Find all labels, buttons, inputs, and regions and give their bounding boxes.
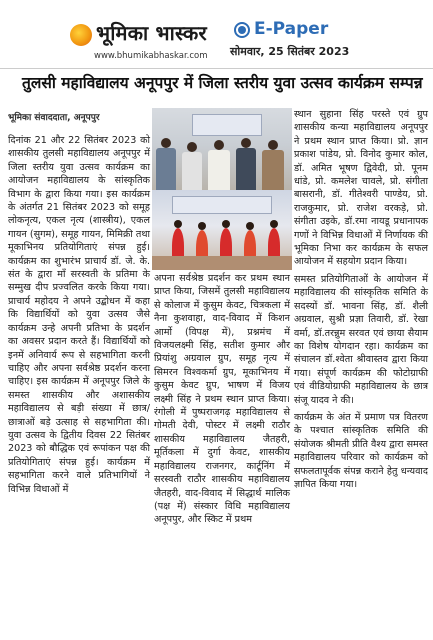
column-3-paragraph-1: स्थान सुहाना सिंह परस्ते एवं ग्रुप शासकीय कन्या महाविद्यालय अनूपपुर ने प्रथम स्थान प्राप्त किया। प्रो. ज्ञान प्रकाश पांडेय, प्रो. विनोद कुमार कोल, डॉ. अमित भूषण द्विवेदी, प्रो. पूनम धांडे, प्रो. कमलेश चावले, प्रो. संगीता बासरानी, डॉ. गीतेश्वरी पाण्डेय, प्रो. राजकुमार, प्रो. राजेश वरकड़े, प्रो. संगीता उइके, डॉ.रमा नायडू प्रधानापक गणों ने विभिन्न विधाओं में निर्णायक की भूमिका निभा कर कार्यक्रम के सफल आयोजन में सहयोग प्रदान किया। (294, 109, 428, 268)
person-head (187, 142, 197, 152)
column-3-paragraph-2: समस्त प्रतियोगिताओं के आयोजन में महाविद्यालय की सांस्कृतिक समिति के सदस्यों डॉ. भावना सिंह, डॉ. शैली अग्रवाल, सुश्री प्रज्ञा तिवारी, डॉ. रेखा वर्मा, डॉ.तरन्नुम सरवत एवं छाया सैयाम का विशेष योगदान रहा। कार्यक्रम का संचालन डॉ.श्वेता श्रीवास्तव द्वारा किया गया। संपूर्ण कार्यक्रम की फोटोग्राफी एवं वीडियोग्राफी महाविद्यालय के छात्र संजू यादव ने की। (294, 273, 428, 406)
site-url[interactable]: www.bhumikabhaskar.com (94, 51, 208, 61)
dancer-head (270, 220, 278, 228)
person-head (161, 138, 171, 148)
article-byline: भूमिका संवाददाता, अनूपपुर (8, 113, 100, 123)
dancer-head (198, 222, 206, 230)
article-column-1 (8, 134, 150, 500)
person-head (268, 140, 278, 150)
person-figure (208, 150, 230, 190)
person-figure (236, 148, 256, 190)
dancer-head (246, 222, 254, 230)
article-column-3 (294, 108, 428, 495)
column-2-paragraph: अपना सर्वश्रेष्ठ प्रदर्शन कर प्रथम स्थान प्राप्त किया, जिसमें तुलसी महाविद्यालय से कोलाज में कुसुम केवट, चित्रकला में नैना कुशवाहा, वाद-विवाद में किशन आर्मो (विपक्ष में), प्रश्नमंच में विजयलक्ष्मी सिंह, सतीश कुमार और प्रियांशु अग्रवाल ग्रुप, समूह नृत्य में सिमरन विश्वकर्मा ग्रुप, मूकाभिनय में कुसुम केवट ग्रुप, भाषण में विजय लक्ष्मी सिंह ने प्रथम स्थान प्राप्त किया। रंगोली में पुष्पराजगढ़ महाविद्यालय से गोमती देवी, पोस्टर में लक्ष्मी राठौर शासकीय महाविद्यालय जैतहरी, मूर्तिकला में दुर्गा केवट, शासकीय महाविद्यालय राजनगर, कार्टूनिंग में सरस्वती राठौर शासकीय महाविद्यालय जैतहरी, वाद-विवाद में सिद्धार्थ मालिक (पक्ष में) संस्कार विधि महाविद्यालय अनूपपुर, और स्किट में प्रथम (154, 273, 290, 526)
masthead (0, 0, 433, 66)
epaper-label[interactable]: E-Paper (254, 19, 329, 39)
article-column-2 (154, 272, 290, 531)
stage-floor (152, 256, 292, 270)
issue-date: सोमवार, 25 सितंबर 2023 (230, 45, 350, 58)
event-photo-dance (152, 190, 292, 270)
person-figure (156, 148, 176, 190)
column-3-paragraph-3: कार्यक्रम के अंत में प्रमाण पत्र वितरण के पश्चात सांस्कृतिक समिति की संयोजक श्रीमती प्रीति वैश्य द्वारा समस्त महाविद्यालय परिवार को कार्यक्रम को सफलतापूर्वक संपन्न कराने हेतु धन्यवाद ज्ञापित किया गया। (294, 411, 428, 490)
dancer-head (174, 220, 182, 228)
person-figure (262, 150, 284, 190)
person-head (241, 138, 251, 148)
event-photo-felicitation (152, 108, 292, 190)
sun-logo-icon (70, 24, 92, 46)
article-headline: तुलसी महाविद्यालय अनूपपुर में जिला स्तरीय युवा उत्सव कार्यक्रम सम्पन्न (22, 74, 423, 92)
person-figure (182, 152, 202, 190)
column-1-paragraph: दिनांक 21 और 22 सितंबर 2023 को शासकीय तुलसी महाविद्यालय अनूपपुर में जिला स्तरीय युवा उत्सव कार्यक्रम का आयोजन महाविद्यालय के सांस्कृतिक विभाग के द्वारा किया गया। इस कार्यक्रम के अंतर्गत 21 सितंबर 2023 को समूह लोकनृत्य, एकल नृत्य (शास्त्रीय), एकल गायन (सुगम), समूह गायन, मिमिक्री तथा मूकाभिनय प्रतियोगिताएं संपन्न हुई। कार्यक्रम का शुभारंभ प्राचार्य डॉ. जे. के. संत के द्वारा माँ सरस्वती के प्रतिमा के सम्मुख दीप प्रज्वलित करके किया गया। प्राचार्य महोदय ने अपने उद्बोधन में कहा कि विद्यार्थियों को युवा उत्सव जैसे कार्यक्रम उन्हे अपनी प्रतिभा के प्रदर्शन का अवसर प्रदान करते हैं। विद्यार्थियों को इनमें अनिवार्य रूप से सहभागिता करनी चाहिए और अपना सर्वश्रेष्ठ प्रदर्शन करना चाहिए। इस कार्यक्रम में अनूपपुर जिले के समस्त शासकीय और अशासकीय महाविद्यालय से बड़ी संख्या में छात्र/छात्राओं बड़े उत्साह से सहभागिता की। युवा उत्सव के द्वितीय दिवस 22 सितंबर 2023 को बौद्धिक एवं रूपांकन पक्ष की प्रतियोगिताएं संपन्न हुई। कार्यक्रम में सहभागिता करने वाले प्रतिभागियों ने विभिन्न विधाओं में (8, 135, 150, 495)
person-head (214, 140, 224, 150)
newspaper-logo[interactable]: भूमिका भास्कर (96, 21, 207, 45)
stage-banner (192, 114, 262, 136)
dancer-head (222, 220, 230, 228)
stage-banner (172, 196, 272, 214)
globe-icon (234, 22, 250, 38)
